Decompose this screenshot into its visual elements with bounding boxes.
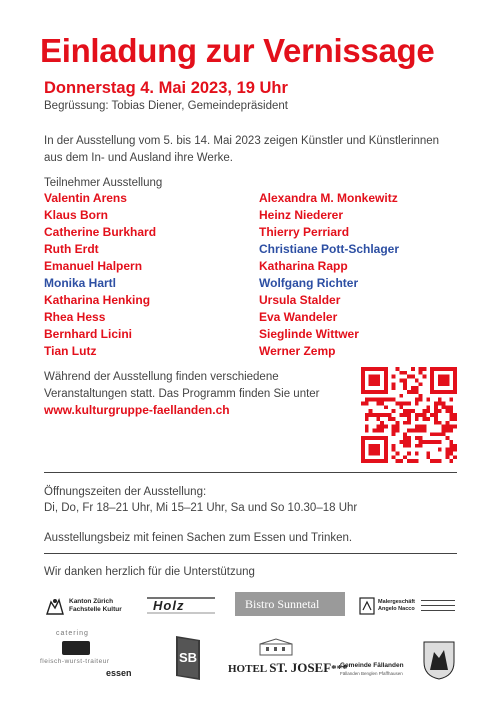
artist-name: Christiane Pott-Schlager (259, 242, 400, 256)
sponsor-line: catering (56, 630, 89, 637)
artist-name: Valentin Arens (44, 191, 127, 205)
program-link[interactable]: www.kulturgruppe-faellanden.ch (44, 403, 230, 417)
artist-name: Rhea Hess (44, 310, 106, 324)
kanton-zuerich-logo (44, 594, 134, 620)
catering-logo (40, 630, 140, 680)
sponsor-line: Angelo Nacco (378, 606, 415, 612)
artist-name: Catherine Burkhard (44, 225, 157, 239)
hotel-st-josef-logo (228, 638, 348, 678)
holz-logo (145, 594, 220, 618)
artist-name: Klaus Born (44, 208, 109, 222)
artist-name: Alexandra M. Monkewitz (259, 191, 398, 205)
artist-name: Ursula Stalder (259, 293, 341, 307)
artist-name: Wolfgang Richter (259, 276, 359, 290)
sponsor-line: fleisch-wurst-traiteur (40, 658, 110, 665)
thanks-text: Wir danken herzlich für die Unterstützung (44, 566, 255, 578)
artist-name: Monika Hartl (44, 276, 117, 290)
participants-heading: Teilnehmer Ausstellung (44, 177, 163, 189)
bistro-logo (235, 592, 345, 616)
intro-text: In der Ausstellung vom 5. bis 14. Mai 2023 zeigen Künstler und Künstlerinnen aus dem In- und Ausland ihre Werke. (44, 135, 440, 164)
event-date: Donnerstag 4. Mai 2023, 19 Uhr (44, 79, 288, 97)
artist-name: Katharina Henking (44, 293, 151, 307)
artist-name: Bernhard Licini (44, 327, 133, 341)
sponsor-line: Malergeschäft (378, 599, 415, 605)
sponsor-line: Fachstelle Kultur (69, 606, 122, 613)
page-title: Einladung zur Vernissage (40, 32, 435, 69)
artist-name: Tian Lutz (44, 344, 97, 358)
artist-name: Sieglinde Wittwer (259, 327, 359, 341)
divider (44, 553, 457, 554)
events-text: Während der Ausstellung finden verschiedene Veranstaltungen statt. Das Programm finden Sie unter (44, 371, 320, 400)
artist-name: Ruth Erdt (44, 242, 99, 256)
greeting: Begrüssung: Tobias Diener, Gemeindepräsident (44, 100, 288, 112)
divider (44, 472, 457, 473)
sponsor-line: *** (331, 663, 348, 675)
gemeinde-faellanden-logo (340, 640, 458, 680)
artist-list-left (44, 190, 156, 360)
artist-name: Emanuel Halpern (44, 259, 143, 273)
sponsor-name: Bistro Sunnetal (245, 597, 320, 611)
artist-name: Eva Wandeler (259, 310, 338, 324)
opening-hours: Di, Do, Fr 18–21 Uhr, Mi 15–21 Uhr, Sa und So 10.30–18 Uhr (44, 502, 358, 514)
sponsor-name: SB (179, 650, 198, 665)
artist-name: Thierry Perriard (259, 225, 350, 239)
sponsor-line: Fällanden Benglen Pfaffhausen (340, 671, 403, 676)
sponsor-line: Kanton Zürich (69, 598, 114, 605)
qr-code-icon[interactable] (361, 367, 457, 463)
artist-name: Heinz Niederer (259, 208, 344, 222)
sponsor-line: HOTEL (228, 663, 267, 675)
sponsor-line: essen (106, 668, 132, 678)
artist-name: Werner Zemp (259, 344, 336, 358)
beiz-text: Ausstellungsbeiz mit feinen Sachen zum Essen und Trinken. (44, 532, 353, 544)
sponsor-line: ST. JOSEF (269, 660, 332, 675)
sponsor-name: Holz (153, 598, 185, 613)
artist-list-right (259, 190, 399, 360)
artist-name: Katharina Rapp (259, 259, 348, 273)
maler-logo (358, 596, 458, 618)
sb-logo (172, 634, 204, 682)
opening-hours-heading: Öffnungszeiten der Ausstellung: (44, 486, 207, 498)
sponsor-line: Gemeinde Fällanden (340, 662, 404, 669)
